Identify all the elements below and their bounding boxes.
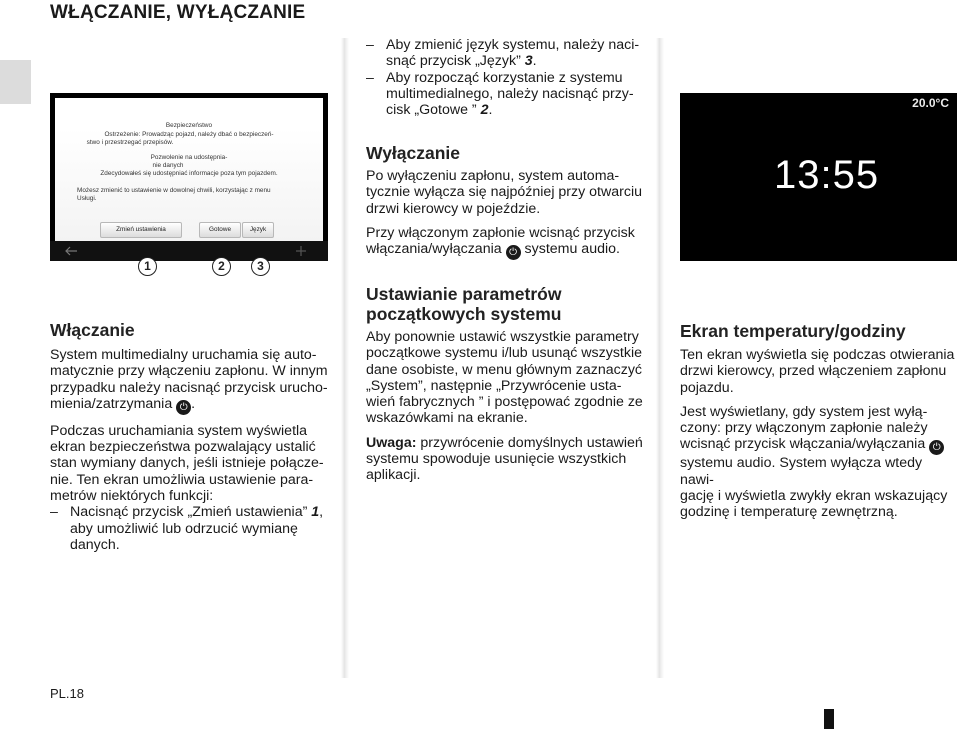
screen-consent-text: Zdecydowałeś się udostępniać informacje poza tym pojazdem. [100, 170, 278, 177]
done-button: Gotowe [199, 222, 241, 238]
note-label: Uwaga: [366, 434, 417, 451]
callout-3: 3 [251, 257, 270, 276]
text-line: przypadku należy nacisnąć przycisk urucho- [50, 379, 328, 396]
text-line: ekran bezpieczeństwa pozwalający ustalić [50, 439, 316, 456]
text-line: Aby rozpocząć korzystanie z systemu [386, 69, 623, 86]
text-line [50, 396, 330, 415]
screen-bottom-bar [50, 241, 328, 261]
text-line: wskazówkami na ekranie. [366, 410, 528, 427]
callout-ref: 1 [311, 504, 320, 521]
page-marker [824, 709, 834, 729]
text-span: cisk „Gotowe ” [386, 102, 481, 119]
callout-2: 2 [212, 257, 231, 276]
list-dash: – [366, 69, 374, 86]
text-line: godzinę i temperaturę zewnętrzną. [680, 504, 898, 521]
wlaczanie-text [50, 347, 330, 553]
list-dash: – [366, 37, 374, 53]
list-item [366, 37, 646, 70]
text-line: Aby zmienić język systemu, należy naci- [386, 37, 640, 53]
screen-consent-text: nie danych [152, 162, 184, 169]
screen-consent-text: Pozwolenie na udostępnia- [150, 154, 228, 161]
text-line: multimedialnego, należy nacisnąć przy- [386, 85, 634, 102]
list-item [366, 70, 646, 119]
text-line [680, 436, 958, 455]
screen-warning-text: stwo i przestrzegać przepisów. [86, 139, 174, 146]
text-line: Przy włączonym zapłonie wcisnąć przycisk [366, 224, 635, 241]
wylaczanie-text [366, 168, 648, 260]
text-span: . [488, 102, 493, 119]
text-line: aplikacji. [366, 467, 421, 484]
text-line: Podczas uruchamiania system wyświetla [50, 422, 308, 439]
text-line: matycznie przy włączeniu zapłonu. W innym [50, 363, 328, 380]
text-span: włączania/wyłączania [366, 241, 502, 258]
text-line [70, 504, 330, 520]
list-item [50, 504, 330, 553]
text-span: . [191, 395, 196, 412]
text-line: dane osobiste, w menu głównym zaznaczyć [366, 361, 643, 378]
text-line: stan wymiany danych, jeśli istnieje połącze- [50, 455, 324, 472]
heading-line: początkowych systemu [366, 304, 562, 324]
text-line: wień fabrycznych ” i postępować zgodnie ze [366, 394, 643, 411]
screen-change-text: Możesz zmienić to ustawienie w dowolnej chwili, korzystając z menu [77, 187, 271, 194]
list-continued [366, 37, 646, 118]
back-arrow-icon [64, 246, 78, 256]
change-settings-button: Zmień ustawienia [100, 222, 182, 238]
list-dash: – [50, 504, 58, 521]
screen-heading: Bezpieczeństwo [165, 122, 213, 129]
text-span: . [532, 53, 537, 70]
text-line [386, 102, 646, 118]
safety-screen-image [50, 93, 328, 261]
clock-screen-image [680, 93, 957, 261]
text-line: Jest wyświetlany, gdy system jest wyłą- [680, 403, 928, 420]
text-line: początkowe systemu i/lub usunąć wszystkie [366, 345, 642, 362]
callout-ref: 2 [480, 102, 489, 119]
power-button-icon: ⏻ [506, 245, 521, 260]
text-line: danych. [70, 536, 120, 553]
column-divider-right [656, 38, 664, 678]
column-divider-left [341, 38, 349, 678]
power-button-icon: ⏻ [929, 440, 944, 455]
page-title: WŁĄCZANIE, WYŁĄCZANIE [50, 2, 306, 23]
text-line: gację i wyświetla zwykły ekran wskazujący [680, 488, 948, 505]
text-span: systemu audio. [524, 241, 620, 258]
text-line [366, 435, 648, 451]
text-line: drzwi kierowcy w pojeździe. [366, 200, 541, 217]
text-line: pojazdu. [680, 379, 734, 396]
heading-parametry [366, 284, 561, 324]
text-line: drzwi kierowcy, przed włączeniem zapłonu [680, 363, 947, 380]
text-span: wcisnąć przycisk włączania/wyłączania [680, 436, 926, 453]
text-line: Aby ponownie ustawić wszystkie parametry [366, 329, 639, 345]
text-span: snąć przycisk „Język” [386, 53, 525, 70]
temperature-readout: 20.0°C [912, 96, 949, 110]
text-span: mienia/zatrzymania [50, 395, 173, 412]
callout-ref: 3 [524, 53, 533, 70]
language-button: Język [242, 222, 274, 238]
page-number: PL.18 [50, 686, 84, 701]
screen-change-text: Usługi. [77, 195, 97, 202]
text-line: czony: przy włączonym zapłonie należy [680, 420, 928, 437]
text-span: , [319, 504, 324, 521]
text-line: tycznie wyłącza się najpóźniej przy otwarciu [366, 184, 642, 201]
heading-wlaczanie: Włączanie [50, 320, 135, 340]
text-span: Nacisnąć przycisk „Zmień ustawienia” [70, 504, 312, 521]
callout-1: 1 [138, 257, 157, 276]
text-line [366, 241, 648, 260]
text-line: systemu audio. System wyłącza wtedy nawi- [680, 455, 923, 488]
text-line: System multimedialny uruchamia się auto- [50, 347, 317, 363]
parametry-text [366, 329, 648, 484]
text-span: przywrócenie domyślnych ustawień [416, 434, 643, 451]
heading-ekran: Ekran temperatury/godziny [680, 321, 906, 341]
text-line: nie. Ten ekran umożliwia ustawienie para- [50, 471, 314, 488]
plus-icon [295, 245, 307, 257]
text-line [386, 53, 646, 69]
heading-wylaczanie: Wyłączanie [366, 143, 461, 163]
text-line: aby umożliwić lub odrzucić wymianę [70, 520, 298, 537]
text-line: Ten ekran wyświetla się podczas otwierania [680, 347, 955, 363]
text-line: Po wyłączeniu zapłonu, system automa- [366, 168, 620, 184]
screen-warning-text: Ostrzeżenie: Prowadząc pojazd, należy dbać o bezpieczeń- [104, 131, 274, 138]
power-button-icon: ⏻ [176, 400, 191, 415]
section-tab [0, 60, 31, 104]
text-line: metrów niektórych funkcji: [50, 488, 214, 505]
ekran-text [680, 347, 958, 521]
text-line: systemu spowoduje usunięcie wszystkich [366, 451, 627, 468]
clock-readout: 13:55 [774, 153, 880, 197]
heading-line: Ustawianie parametrów [366, 284, 562, 304]
text-line: „System”, następnie „Przywrócenie usta- [366, 377, 622, 394]
